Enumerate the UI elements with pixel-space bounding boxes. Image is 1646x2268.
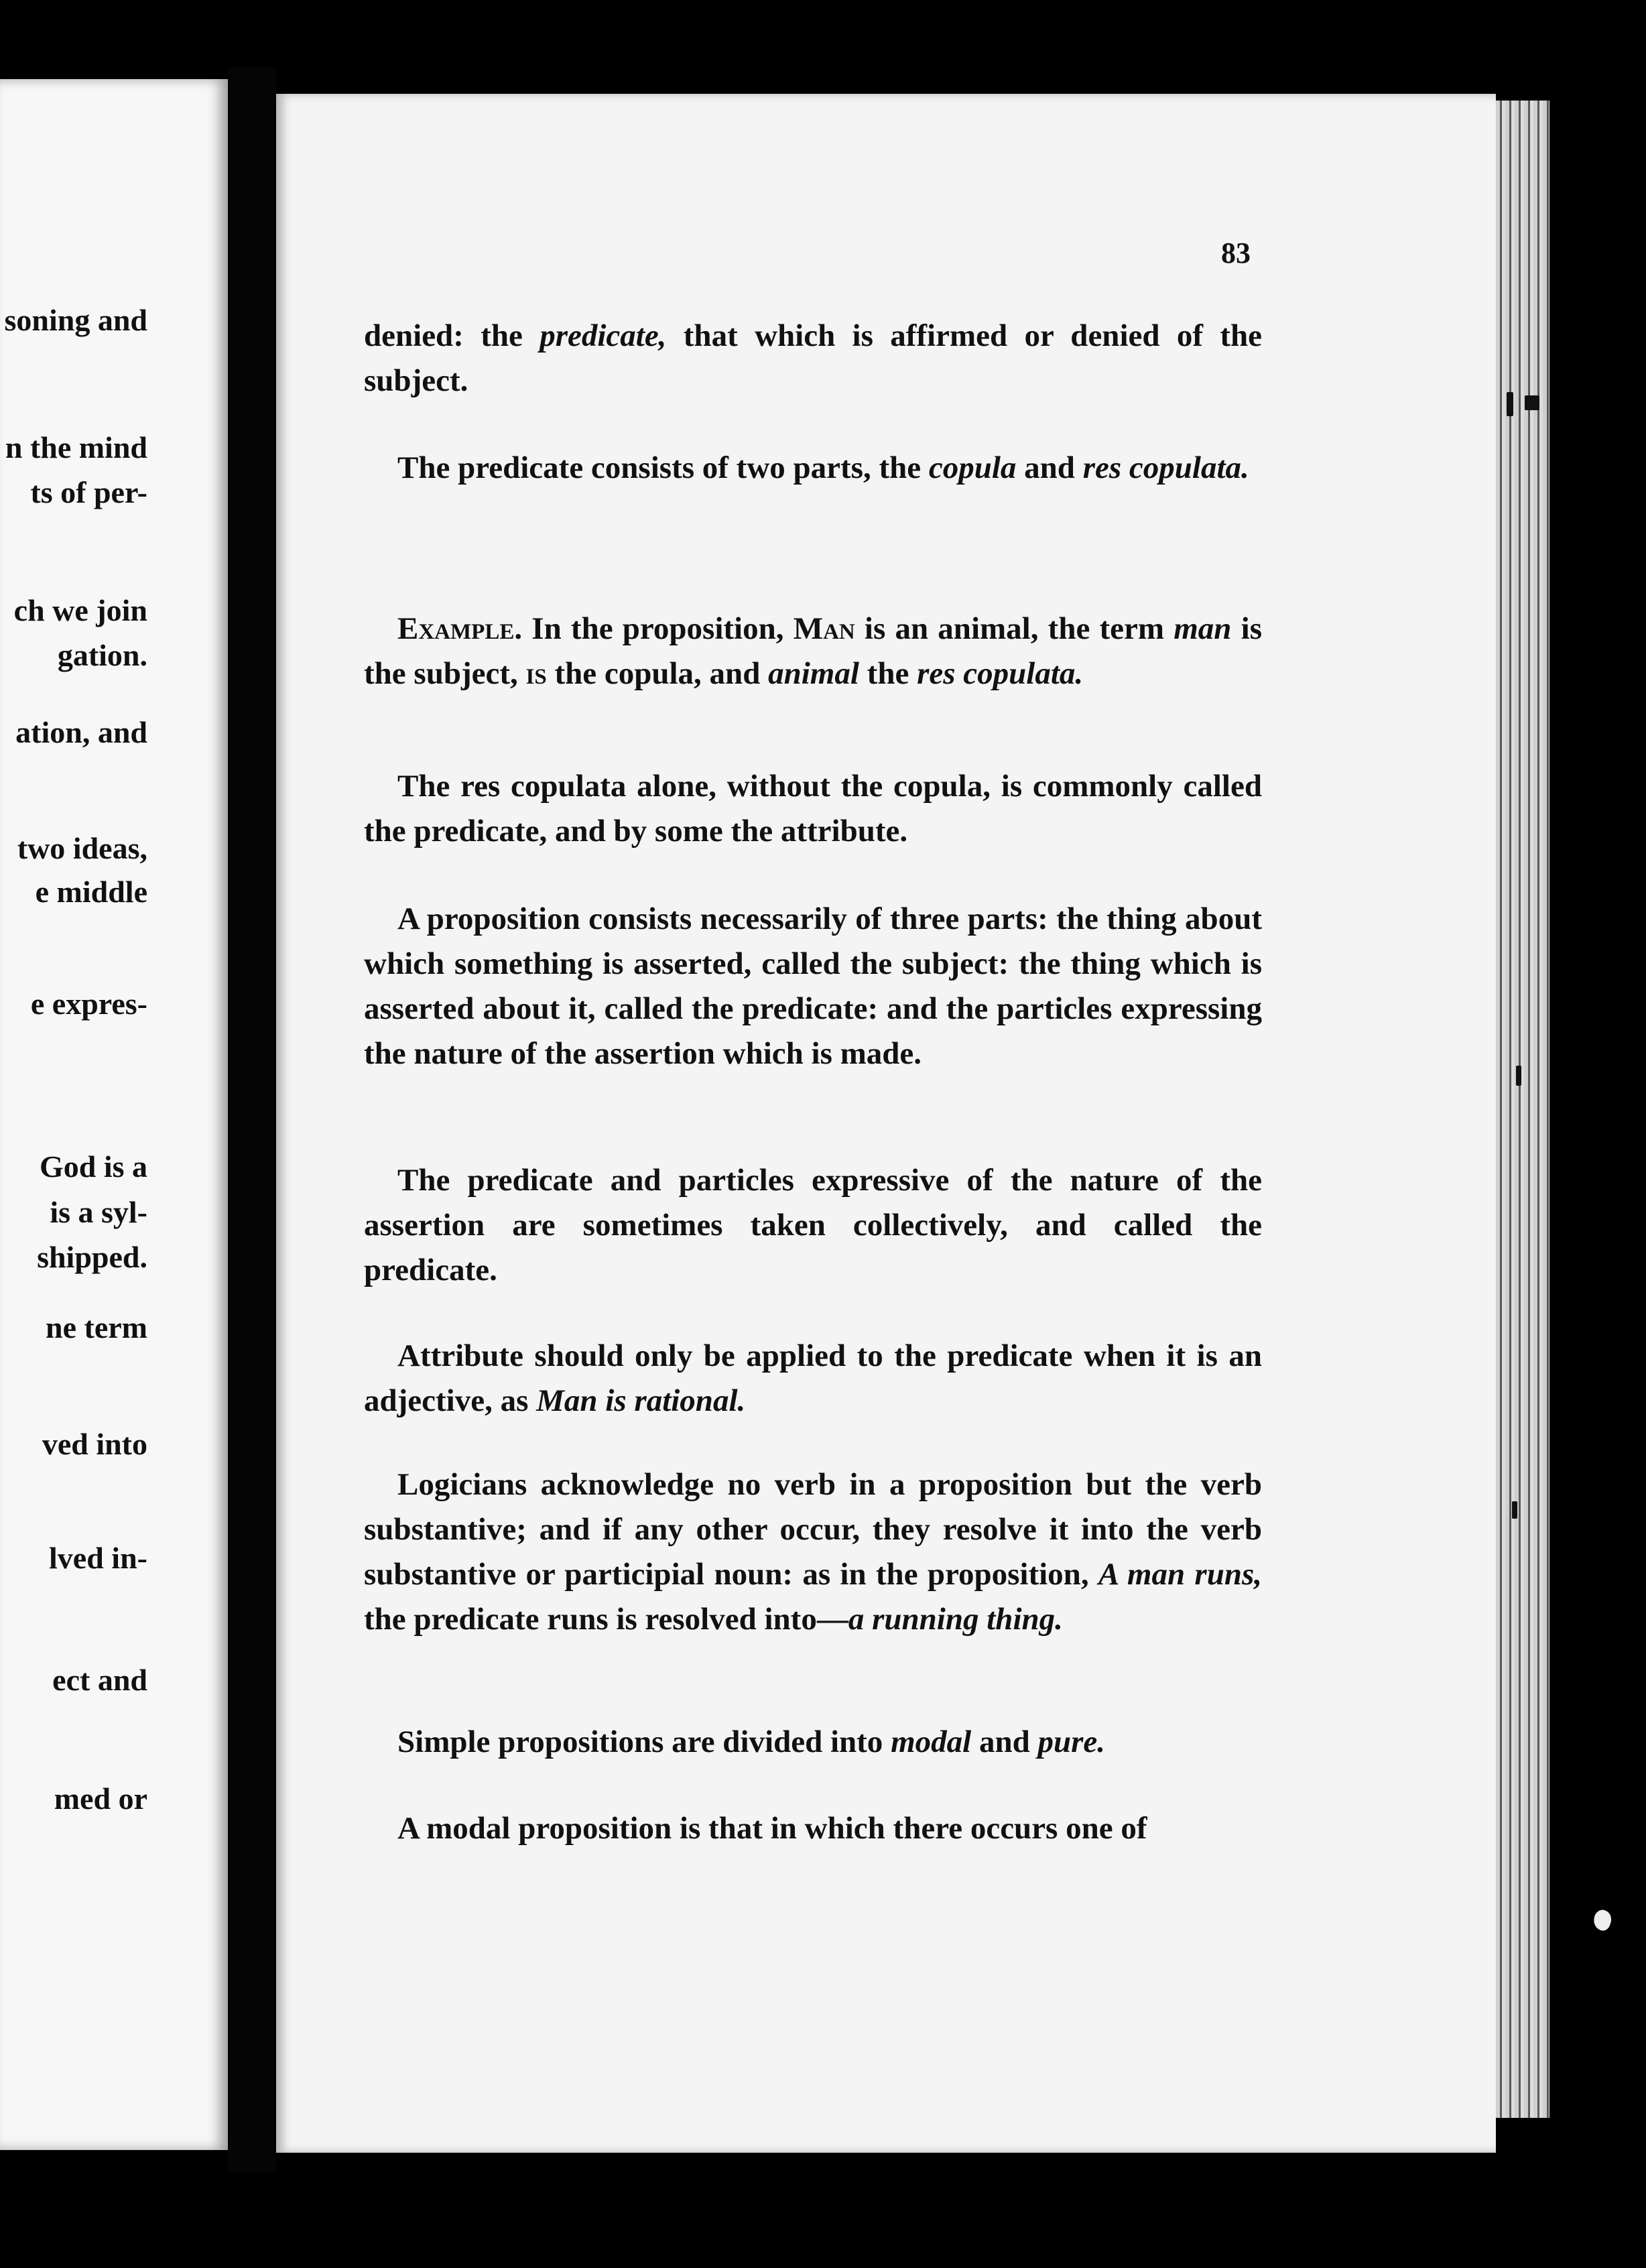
- left-page-line: two ideas,: [17, 831, 147, 865]
- paragraph-res-copulata: [364, 764, 1262, 854]
- paragraph-italic-text: A man runs,: [1098, 1557, 1263, 1592]
- edge-mark: [1512, 1501, 1517, 1519]
- paragraph-text: In the proposition,: [522, 611, 794, 646]
- paragraph-text: The predicate and particles expressive of the nature of the assertion are sometimes taken collectively, and called the predicate.: [364, 1163, 1262, 1287]
- left-page-line: soning and: [4, 303, 147, 337]
- paragraph-italic-text: animal: [768, 656, 859, 691]
- paragraph-proposition-parts: [364, 897, 1262, 1076]
- paragraph-text: the: [859, 656, 917, 691]
- example-label: Example.: [397, 611, 523, 646]
- paragraph-italic-text: res copulata.: [1082, 450, 1249, 485]
- paragraph-attribute: [364, 1334, 1262, 1424]
- paragraph-text: Attribute should only be applied to the predicate when it is an adjective, as: [364, 1338, 1262, 1418]
- left-page-line: shipped.: [37, 1240, 147, 1274]
- paragraph-text: The res copulata alone, without the copula, is commonly called the predicate, and by some the attribute.: [364, 769, 1262, 848]
- paragraph-italic-text: res copulata.: [917, 656, 1084, 691]
- left-page-line: ne term: [46, 1310, 147, 1344]
- paper-fleck: [1591, 1907, 1615, 1932]
- page-edges: [1496, 101, 1549, 2118]
- paragraph-text: Simple propositions are divided into: [397, 1724, 891, 1759]
- paragraph-text: the copula, and: [546, 656, 769, 691]
- left-page-line: e expres-: [30, 987, 147, 1021]
- paragraph-smallcaps-text: Man: [793, 611, 855, 646]
- paragraph-text: is an animal, the term: [854, 611, 1174, 646]
- paragraph-text: A proposition consists necessarily of three parts: the thing about which something is asserted, called the subject: the thing which is asserted about it, called the predicate: and the particles expressing the nature of the assertion which is made.: [364, 901, 1262, 1071]
- paragraph-text: A modal proposition is that in which there occurs one of: [397, 1811, 1147, 1846]
- page-number: 83: [1221, 237, 1251, 269]
- paragraph-text: that which is affirmed or denied of the subject.: [364, 318, 1262, 398]
- left-page: [0, 79, 228, 2150]
- left-page-line: God is a: [39, 1149, 147, 1184]
- paragraph-predicate-definition: [364, 314, 1262, 403]
- edge-mark: [1507, 392, 1513, 416]
- paragraph-italic-text: modal: [891, 1724, 972, 1759]
- paragraph-text: and: [971, 1724, 1038, 1759]
- paragraph-logicians: [364, 1462, 1262, 1642]
- paragraph-italic-text: predicate,: [540, 318, 667, 353]
- paragraph-predicate-parts: [364, 446, 1262, 491]
- left-page-line: e middle: [35, 875, 147, 909]
- paragraph-text: and: [1016, 450, 1083, 485]
- paragraph-text: Logicians acknowledge no verb in a proposition but the verb substantive; and if any other occur, they resolve it into the verb substantive or participial noun: as in the proposition,: [364, 1467, 1262, 1592]
- paragraph-predicate-collective: [364, 1158, 1262, 1293]
- left-page-line: ts of per-: [30, 475, 147, 509]
- paragraph-text: denied: the: [364, 318, 540, 353]
- paragraph-italic-text: Man is rational.: [536, 1383, 746, 1418]
- paragraph-italic-text: copula: [928, 450, 1017, 485]
- left-page-line: ect and: [52, 1663, 147, 1697]
- paragraph-text: the predicate runs is resolved into—: [364, 1602, 848, 1637]
- paragraph-example: [364, 607, 1262, 696]
- paragraph-modal-proposition: [364, 1806, 1262, 1851]
- book-gutter: [228, 67, 276, 2171]
- left-page-line: n the mind: [5, 430, 147, 464]
- left-page-line: med or: [54, 1781, 147, 1816]
- left-page-line: is a syl-: [50, 1195, 147, 1229]
- left-page-line: gation.: [57, 638, 147, 672]
- paragraph-italic-text: man: [1174, 611, 1232, 646]
- edge-mark: [1516, 1066, 1521, 1086]
- left-page-line: ch we join: [13, 593, 147, 627]
- paragraph-italic-text: a running thing.: [848, 1602, 1063, 1637]
- left-page-line: ved into: [42, 1427, 147, 1461]
- edge-mark: [1525, 395, 1539, 410]
- paragraph-simple-propositions: [364, 1720, 1262, 1765]
- left-page-line: ation, and: [15, 715, 147, 749]
- paragraph-italic-text: pure.: [1037, 1724, 1106, 1759]
- paragraph-text: The predicate consists of two parts, the: [397, 450, 929, 485]
- paragraph-smallcaps-text: is: [525, 656, 547, 691]
- paragraph-text: is the subject,: [364, 611, 1262, 691]
- left-page-line: lved in-: [49, 1541, 147, 1575]
